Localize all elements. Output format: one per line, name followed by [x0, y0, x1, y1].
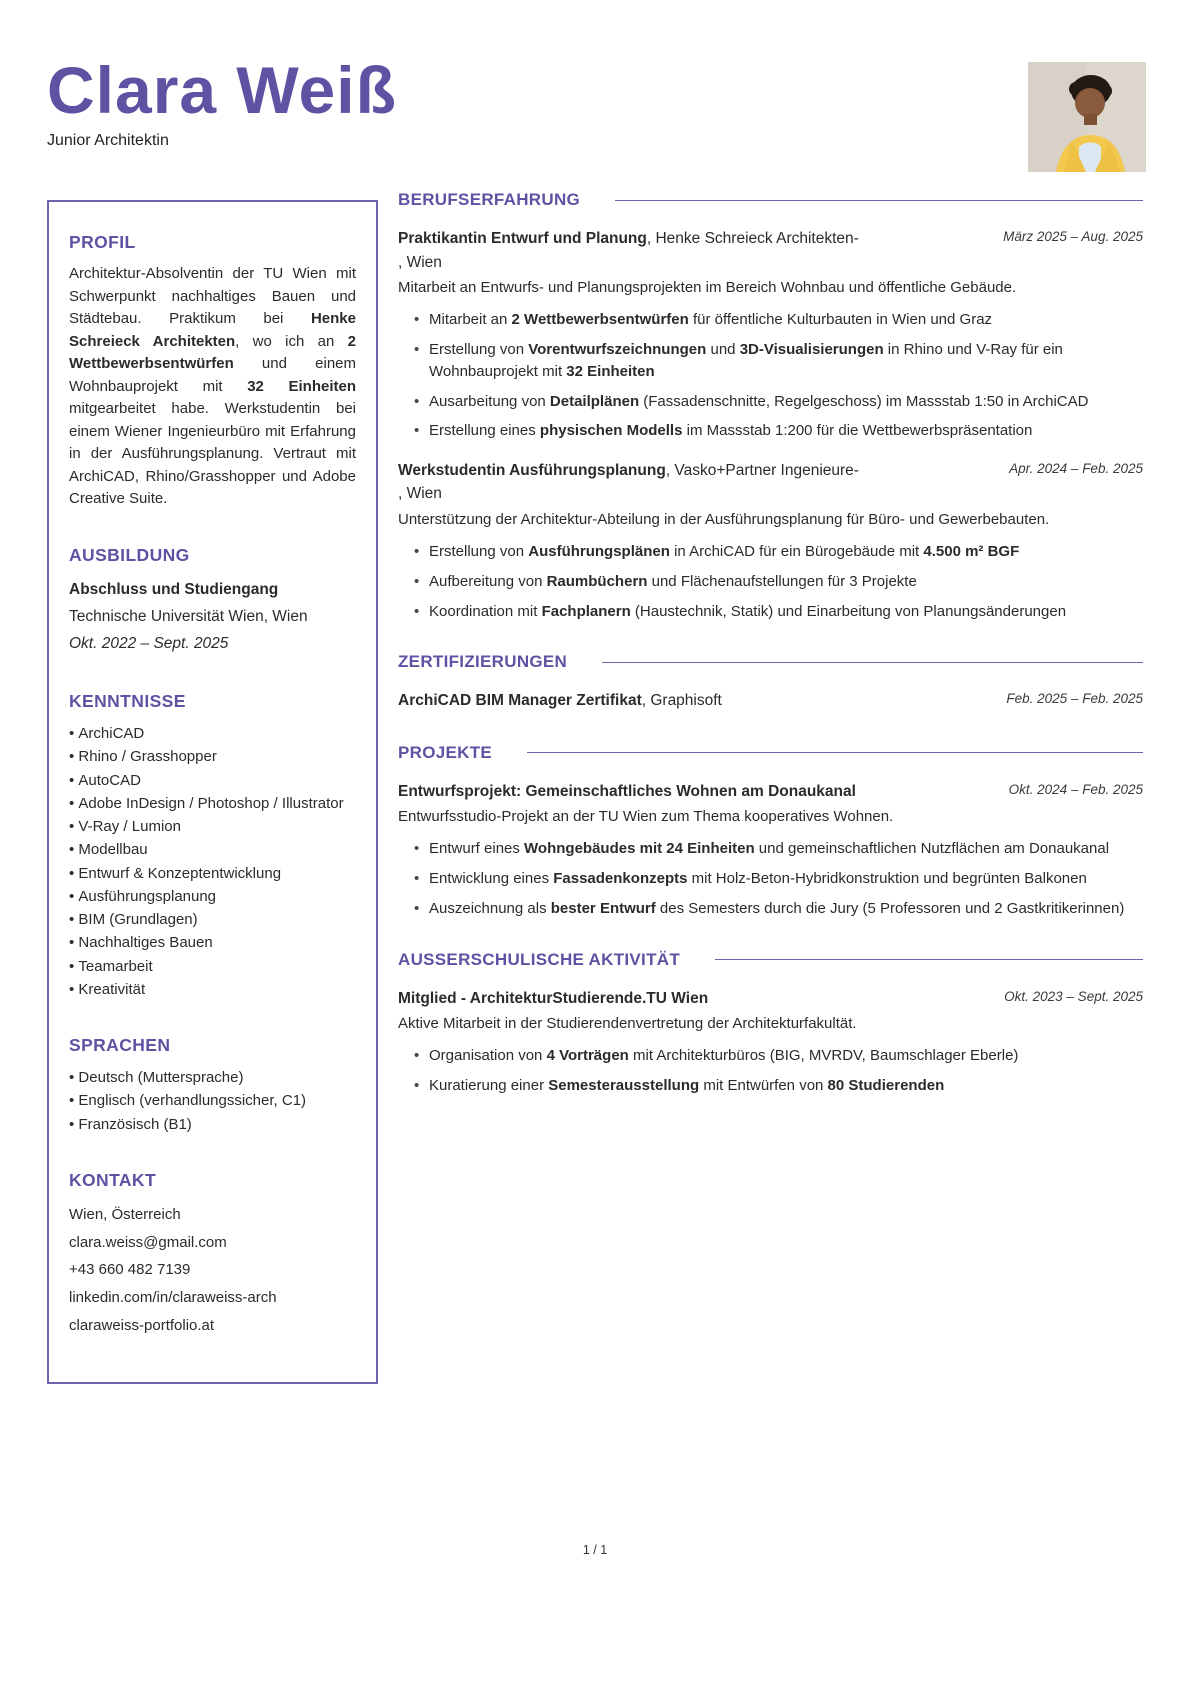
- skill-item: • Nachhaltiges Bauen: [69, 931, 356, 954]
- entry-summary: Aktive Mitarbeit in der Studierendenvertretung der Architekturfakultät.: [398, 1014, 857, 1032]
- contact-portfolio: claraweiss-portfolio.at: [69, 1316, 215, 1334]
- ausbildung-heading: AUSBILDUNG: [69, 544, 190, 565]
- bullet-item: • Aufbereitung von Raumbüchern und Flächenaufstellungen für 3 Projekte: [414, 571, 1143, 593]
- section-berufserfahrung: [398, 190, 1143, 622]
- profil-heading: PROFIL: [69, 232, 136, 253]
- entry-date: Okt. 2024 – Feb. 2025: [1008, 781, 1143, 797]
- entry-header: [398, 459, 1143, 482]
- language-item: • Englisch (verhandlungssicher, C1): [69, 1089, 356, 1112]
- section-heading: [398, 652, 1143, 672]
- section-title: PROJEKTE: [398, 742, 493, 762]
- entry-date: März 2025 – Aug. 2025: [1003, 229, 1143, 245]
- section-rule: [715, 959, 1143, 960]
- entry-title: ArchiCAD BIM Manager Zertifikat, Graphisoft: [398, 692, 722, 710]
- sidebar-section-kontakt: [69, 1170, 356, 1340]
- entry-header: [398, 987, 1143, 1010]
- entry-title: Mitglied - ArchitekturStudierende.TU Wien: [398, 989, 709, 1007]
- skill-item: • Kreativität: [69, 978, 356, 1001]
- section-rule: [527, 752, 1143, 753]
- entry-bullets: [414, 541, 1143, 622]
- bullet-item: • Mitarbeit an 2 Wettbewerbsentwürfen für öffentliche Kulturbauten in Wien und Graz: [414, 309, 1143, 331]
- sidebar-section-kenntnisse: [69, 691, 356, 1001]
- experience-entry: [398, 459, 1143, 622]
- activity-entry: [398, 987, 1143, 1097]
- page-number: 1 / 1: [582, 1543, 608, 1557]
- profile-photo: [1028, 62, 1146, 172]
- project-entry: [398, 780, 1143, 920]
- entry-location: , Wien: [398, 253, 442, 271]
- section-title: AUSSERSCHULISCHE AKTIVITÄT: [398, 949, 681, 969]
- skills-list: [69, 722, 356, 1001]
- sprachen-heading: SPRACHEN: [69, 1035, 171, 1056]
- skill-item: • Rhino / Grasshopper: [69, 745, 356, 768]
- degree-name: Abschluss und Studiengang: [69, 580, 279, 598]
- contact-phone: +43 660 482 7139: [69, 1261, 191, 1279]
- skill-item: • ArchiCAD: [69, 722, 356, 745]
- entry-title: Werkstudentin Ausführungsplanung, Vasko+Partner Ingenieure-: [398, 462, 859, 480]
- sidebar: [47, 200, 378, 1383]
- entry-header: [398, 689, 1143, 712]
- skill-item: • Modellbau: [69, 838, 356, 861]
- section-rule: [602, 662, 1143, 663]
- job-title: Junior Architektin: [47, 132, 169, 150]
- bullet-item: • Kuratierung einer Semesterausstellung mit Entwürfen von 80 Studierenden: [414, 1075, 1143, 1097]
- entry-header: [398, 780, 1143, 803]
- entry-title: Entwurfsprojekt: Gemeinschaftliches Wohnen am Donaukanal: [398, 782, 856, 800]
- entry-location: , Wien: [398, 485, 442, 503]
- language-item: • Deutsch (Muttersprache): [69, 1066, 356, 1089]
- sidebar-section-sprachen: [69, 1035, 356, 1136]
- entry-date: Okt. 2023 – Sept. 2025: [1004, 988, 1143, 1004]
- bullet-item: • Auszeichnung als bester Entwurf des Semesters durch die Jury (5 Professoren und 2 Gastkritikerinnen): [414, 898, 1143, 920]
- section-rule: [615, 200, 1143, 201]
- content-columns: [0, 190, 1190, 1383]
- section-projekte: [398, 743, 1143, 920]
- languages-list: [69, 1066, 356, 1136]
- contact-location: Wien, Österreich: [69, 1205, 181, 1223]
- entry-header: [398, 227, 1143, 250]
- entry-summary: Unterstützung der Architektur-Abteilung in der Ausführungsplanung für Büro- und Gewerbebauten.: [398, 510, 1050, 528]
- person-name: Clara Weiß: [47, 53, 397, 127]
- entry-date: Apr. 2024 – Feb. 2025: [1009, 461, 1143, 477]
- language-item: • Französisch (B1): [69, 1113, 356, 1136]
- entry-bullets: [414, 1045, 1143, 1097]
- bullet-item: • Entwurf eines Wohngebäudes mit 24 Einheiten und gemeinschaftlichen Nutzflächen am Donaukanal: [414, 838, 1143, 860]
- section-zertifizierungen: [398, 652, 1143, 712]
- profil-text: Architektur-Absolventin der TU Wien mit Schwerpunkt nachhaltiges Bauen und Städtebau. Praktikum bei Henke Schreieck Architekten, wo ich an 2 Wettbewerbsentwürfen und einem Wohnbauprojekt mit 32 Einheiten mitgearbeitet habe. Werkstudentin bei einem Wiener Ingenieurbüro mit Erfahrung in der Ausführungsplanung. Vertraut mit ArchiCAD, Rhino/Grasshopper und Adobe Creative Suite.: [69, 265, 357, 508]
- entry-date: Feb. 2025 – Feb. 2025: [1006, 691, 1143, 707]
- bullet-item: • Erstellung eines physischen Modells im Massstab 1:200 für die Wettbewerbspräsentation: [414, 420, 1143, 442]
- section-heading: [398, 190, 1143, 210]
- skill-item: • Teamarbeit: [69, 955, 356, 978]
- bullet-item: • Ausarbeitung von Detailplänen (Fassadenschnitte, Regelgeschoss) im Massstab 1:50 in ArchiCAD: [414, 391, 1143, 413]
- entry-bullets: [414, 838, 1143, 919]
- skill-item: • Entwurf & Konzeptentwicklung: [69, 862, 356, 885]
- section-title: ZERTIFIZIERUNGEN: [398, 652, 568, 672]
- bullet-item: • Koordination mit Fachplanern (Haustechnik, Statik) und Einarbeitung von Planungsänderungen: [414, 601, 1143, 623]
- entry-bullets: [414, 309, 1143, 442]
- entry-summary: Entwurfsstudio-Projekt an der TU Wien zum Thema kooperatives Wohnen.: [398, 807, 894, 825]
- bullet-item: • Erstellung von Vorentwurfszeichnungen und 3D-Visualisierungen in Rhino und V-Ray für ein Wohnbauprojekt mit 32 Einheiten: [414, 339, 1143, 383]
- bullet-item: • Organisation von 4 Vorträgen mit Architekturbüros (BIG, MVRDV, Baumschlager Eberle): [414, 1045, 1143, 1067]
- bullet-item: • Erstellung von Ausführungsplänen in ArchiCAD für ein Bürogebäude mit 4.500 m² BGF: [414, 541, 1143, 563]
- contact-linkedin: linkedin.com/in/claraweiss-arch: [69, 1289, 277, 1307]
- section-heading: [398, 950, 1143, 970]
- section-title: BERUFSERFAHRUNG: [398, 190, 581, 210]
- sidebar-section-ausbildung: [69, 545, 356, 657]
- entry-title: Praktikantin Entwurf und Planung, Henke Schreieck Architekten-: [398, 230, 859, 248]
- section-ausserschulische-aktivitaet: [398, 950, 1143, 1097]
- bullet-item: • Entwicklung eines Fassadenkonzepts mit Holz-Beton-Hybridkonstruktion und begrünten Balkonen: [414, 868, 1143, 890]
- skill-item: • BIM (Grundlagen): [69, 908, 356, 931]
- education-dates: Okt. 2022 – Sept. 2025: [69, 635, 229, 653]
- sidebar-section-profil: [69, 232, 356, 511]
- contact-list: [69, 1201, 356, 1340]
- kontakt-heading: KONTAKT: [69, 1169, 157, 1190]
- skill-item: • V-Ray / Lumion: [69, 815, 356, 838]
- experience-entry: [398, 227, 1143, 442]
- section-heading: [398, 743, 1143, 763]
- certification-entry: [398, 689, 1143, 712]
- skill-item: • Ausführungsplanung: [69, 885, 356, 908]
- contact-email: clara.weiss@gmail.com: [69, 1233, 227, 1251]
- kenntnisse-heading: KENNTNISSE: [69, 691, 186, 712]
- header: [0, 0, 1190, 150]
- skill-item: • Adobe InDesign / Photoshop / Illustrator: [69, 792, 356, 815]
- skill-item: • AutoCAD: [69, 769, 356, 792]
- school-name: Technische Universität Wien, Wien: [69, 607, 308, 625]
- profile-photo-illustration: [1028, 62, 1146, 172]
- main-column: [398, 190, 1143, 1105]
- entry-summary: Mitarbeit an Entwurfs- und Planungsprojekten im Bereich Wohnbau und öffentliche Gebäude.: [398, 278, 1017, 296]
